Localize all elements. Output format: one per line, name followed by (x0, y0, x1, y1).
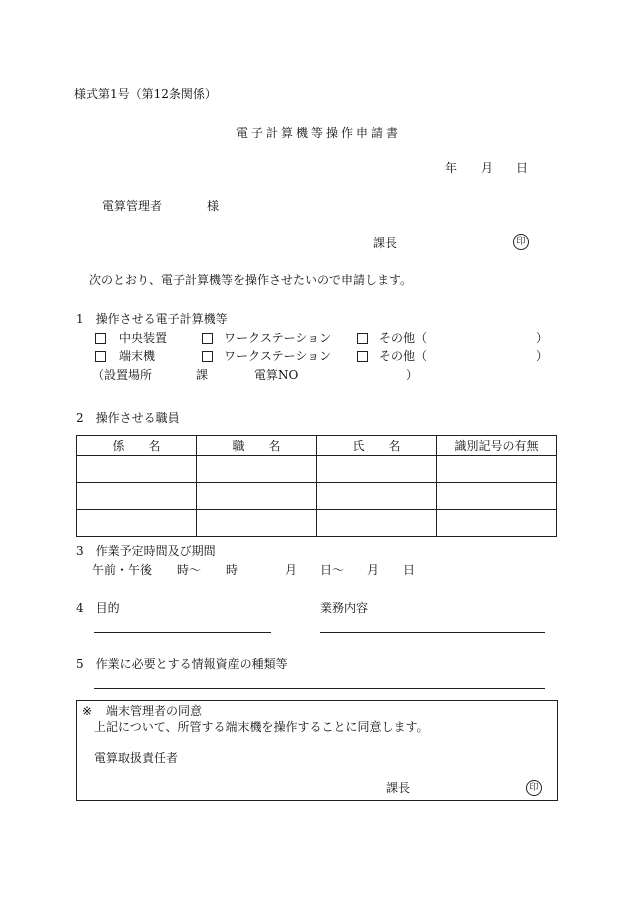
location-number: 電算NO (254, 368, 299, 382)
location-label: （設置場所 (92, 368, 153, 382)
table-header-row (77, 436, 557, 456)
cell-input[interactable] (77, 483, 197, 510)
ampm-label: 午前・午後 (92, 563, 153, 577)
cell-input[interactable] (197, 510, 317, 537)
location-close: ） (406, 368, 419, 382)
staff-table (76, 435, 557, 537)
checkbox-other-2[interactable] (357, 351, 368, 362)
purpose-line[interactable] (94, 632, 271, 633)
checkbox-terminal[interactable] (95, 351, 106, 362)
cell-input[interactable] (437, 456, 557, 483)
cell-input[interactable] (317, 510, 437, 537)
page-title: 電子計算機等操作申請書 (236, 126, 402, 140)
consent-seal: 印 (526, 780, 542, 796)
table-row (77, 483, 557, 510)
cell-input[interactable] (77, 510, 197, 537)
section4-heading: 4 目的 (76, 601, 120, 615)
section3-heading: 3 作業予定時間及び期間 (76, 544, 216, 558)
consent-mark: ※ (82, 704, 93, 718)
form-id: 様式第1号（第12条関係） (74, 87, 217, 101)
period-month-from: 月 (285, 563, 298, 577)
section1-heading: 1 操作させる電子計算機等 (76, 312, 228, 326)
option-other-2: その他（ (379, 349, 428, 363)
checkbox-workstation-1[interactable] (202, 333, 213, 344)
assets-line[interactable] (94, 688, 545, 689)
cell-input[interactable] (317, 483, 437, 510)
intro-text: 次のとおり、電子計算機等を操作させたいので申請します。 (89, 273, 413, 287)
section2-heading: 2 操作させる職員 (76, 411, 180, 425)
option-other-1: その他（ (379, 331, 428, 345)
applicant-position: 課長 (373, 236, 398, 250)
cell-input[interactable] (317, 456, 437, 483)
period-day-to: 日 (403, 563, 416, 577)
col-unit: 係 名 (77, 436, 197, 456)
option-terminal: 端末機 (119, 349, 156, 363)
date-month: 月 (481, 161, 494, 175)
period-day-from: 日～ (320, 563, 345, 577)
option-workstation-2: ワークステーション (224, 349, 332, 363)
consent-text: 上記について、所管する端末機を操作することに同意します。 (94, 720, 429, 734)
location-ka: 課 (196, 368, 209, 382)
option-central-unit: 中央装置 (119, 331, 168, 345)
consent-position: 課長 (386, 781, 411, 795)
section5-heading: 5 作業に必要とする情報資産の種類等 (76, 657, 288, 671)
cell-input[interactable] (77, 456, 197, 483)
col-id-mark: 識別記号の有無 (437, 436, 557, 456)
cell-input[interactable] (437, 510, 557, 537)
business-line[interactable] (320, 632, 545, 633)
col-title: 職 名 (197, 436, 317, 456)
business-label: 業務内容 (320, 601, 369, 615)
col-name: 氏 名 (317, 436, 437, 456)
other-close-1: ） (536, 331, 549, 345)
table-row (77, 510, 557, 537)
checkbox-central-unit[interactable] (95, 333, 106, 344)
cell-input[interactable] (197, 456, 317, 483)
date-year: 年 (445, 161, 458, 175)
addressee-name: 電算管理者 (102, 199, 163, 213)
consent-officer: 電算取扱責任者 (94, 751, 179, 765)
applicant-seal: 印 (513, 234, 529, 250)
addressee-honorific: 様 (207, 199, 220, 213)
date-day: 日 (516, 161, 529, 175)
time-to: 時 (226, 563, 239, 577)
option-workstation-1: ワークステーション (224, 331, 332, 345)
time-from: 時～ (177, 563, 202, 577)
table-row (77, 456, 557, 483)
other-close-2: ） (536, 349, 549, 363)
cell-input[interactable] (437, 483, 557, 510)
checkbox-other-1[interactable] (357, 333, 368, 344)
consent-heading: 端末管理者の同意 (106, 704, 203, 718)
period-month-to: 月 (367, 563, 380, 577)
checkbox-workstation-2[interactable] (202, 351, 213, 362)
cell-input[interactable] (197, 483, 317, 510)
